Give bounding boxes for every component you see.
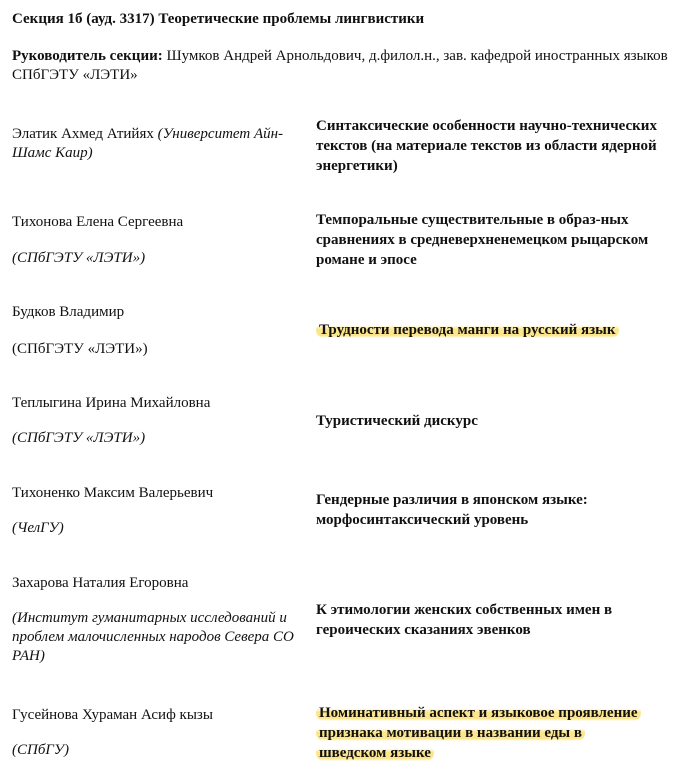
speaker-name: Элатик Ахмед Атийях: [12, 126, 154, 142]
section-head-text: Шумков Андрей Арнольдович, д.филол.н., зав. кафедрой иностранных языков СПбГЭТУ «ЛЭТИ»: [12, 48, 668, 83]
talk-topic: К этимологии женских собственных имен в героических сказаниях эвенков: [316, 602, 613, 638]
talk-topic: [316, 703, 646, 763]
speaker-affiliation: (СПбГЭТУ «ЛЭТИ»): [12, 250, 146, 266]
highlight-mark: Номинативный аспект и языковое проявление признака мотивации в названии еды в шведском языке: [316, 705, 641, 761]
speaker-name: Тихонова Елена Сергеевна: [12, 214, 184, 230]
speaker-name: Гусейнова Хураман Асиф кызы: [12, 707, 213, 723]
speaker-name: Будков Владимир: [12, 304, 125, 320]
highlight-mark: Трудности перевода манги на русский язык: [316, 322, 619, 338]
speaker: [12, 125, 312, 163]
talk-topic: Синтаксические особенности научно-технических текстов (на материале текстов из области ядерной энергетики): [316, 118, 657, 174]
talk-topic: Туристический дискурс: [316, 413, 478, 429]
section-title: Секция 1б (ауд. 3317) Теоретические проблемы лингвистики: [12, 11, 425, 27]
speaker-name: Захарова Наталия Егоровна: [12, 575, 189, 591]
talk-topic: Гендерные различия в японском языке: морфосинтаксический уровень: [316, 492, 588, 528]
speaker-affiliation: (СПбГУ): [12, 742, 69, 758]
speaker-affiliation: (СПбГЭТУ «ЛЭТИ»): [12, 341, 148, 357]
section-head: [12, 47, 680, 85]
speaker-name: Теплыгина Ирина Михайловна: [12, 395, 211, 411]
section-head-label: Руководитель секции:: [12, 48, 163, 64]
talk-topic: Темпоральные существительные в образ-ных сравнениях в средневерхненемецком рыцарском романе и эпосе: [316, 212, 649, 268]
speaker-affiliation: (Университет Айн-Шамс Каир): [12, 126, 284, 161]
speaker-affiliation: (СПбГЭТУ «ЛЭТИ»): [12, 430, 146, 446]
speaker-affiliation: (Институт гуманитарных исследований и проблем малочисленных народов Севера СО РАН): [12, 610, 294, 664]
speaker-name: Тихоненко Максим Валерьевич: [12, 485, 214, 501]
talk-topic: [316, 320, 676, 340]
speaker-affiliation: (ЧелГУ): [12, 520, 64, 536]
